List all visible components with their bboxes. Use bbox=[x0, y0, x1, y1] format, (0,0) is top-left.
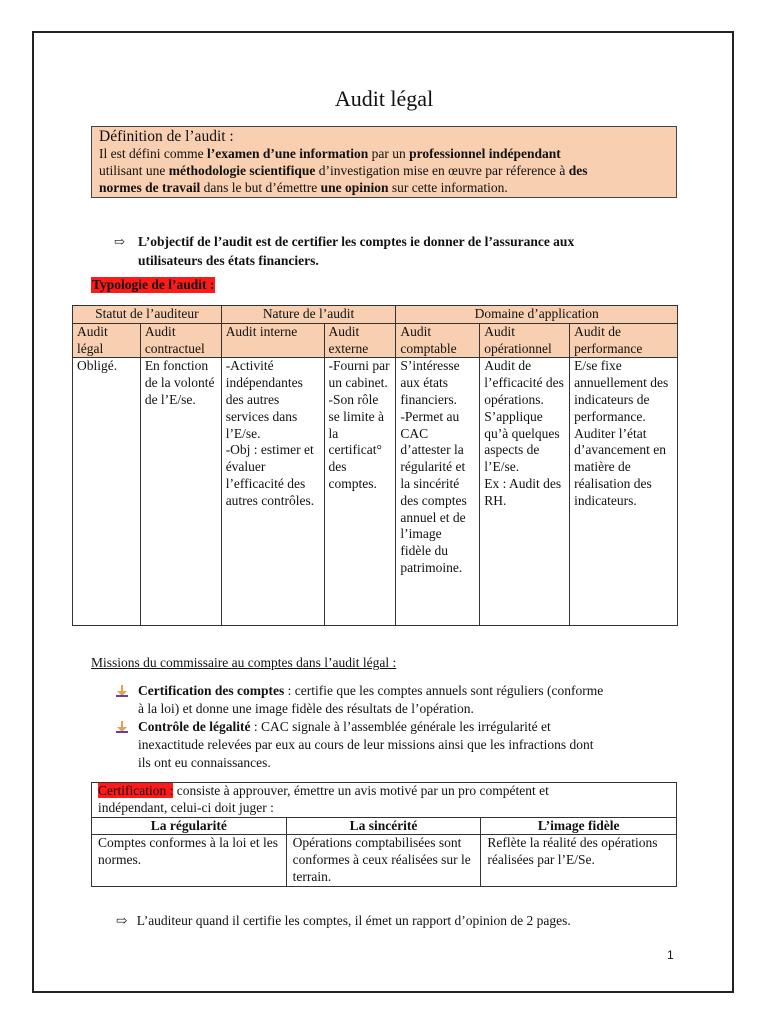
objective-line-2: utilisateurs des états financiers. bbox=[138, 253, 319, 268]
table-cell: S’intéresse aux états financiers. -Permet au CAC d’attester la régularité et la sincérité des comptes annuel et de l’image fidèle du patrimoine. bbox=[396, 358, 480, 626]
column-header: La régularité bbox=[92, 817, 287, 835]
subheader-cell: Audit légal bbox=[73, 323, 141, 358]
arrow-icon: ⇨ bbox=[116, 913, 128, 928]
table-cell: E/se fixe annuellement des indicateurs de performance. Auditer l’état d’avancement en matière de réalisation des indicateurs. bbox=[570, 358, 678, 626]
certification-label: Certification : bbox=[98, 783, 174, 798]
certification-header-row bbox=[92, 817, 677, 835]
final-note bbox=[116, 913, 571, 929]
group-header: Statut de l’auditeur bbox=[73, 306, 222, 324]
arrow-icon: ⇨ bbox=[114, 234, 125, 249]
column-header: La sincérité bbox=[286, 817, 481, 835]
bullet-arrow-icon bbox=[116, 721, 128, 733]
group-header: Domaine d’application bbox=[396, 306, 678, 324]
subheader-cell: Audit interne bbox=[221, 323, 324, 358]
mission-item-certification: Certification des comptes : certifie que les comptes annuels sont réguliers (conforme à la loi) et donne une image fidèle des résultats de l’opération. bbox=[116, 682, 680, 718]
mission-item-legalite: Contrôle de légalité : CAC signale à l’assemblée générale les irrégularité et inexactitude relevées par eux au cours de leur missions ainsi que les infractions dont ils ont eu connaissances. bbox=[116, 718, 680, 772]
page-title: Audit légal bbox=[334, 86, 434, 111]
subheader-cell: Audit opérationnel bbox=[480, 323, 570, 358]
final-note-text: L’auditeur quand il certifie les comptes, il émet un rapport d’opinion de 2 pages. bbox=[136, 913, 571, 928]
definition-line-1: Il est défini comme l’examen d’une information par un professionnel indépendant bbox=[99, 146, 561, 161]
column-header: L’image fidèle bbox=[481, 817, 677, 835]
table-cell: En fonction de la volonté de l’E/se. bbox=[140, 358, 221, 626]
table-cell: Obligé. bbox=[73, 358, 141, 626]
table-cell: Reflète la réalité des opérations réalisées par l’E/Se. bbox=[481, 835, 677, 886]
table-cell: Comptes conformes à la loi et les normes. bbox=[92, 835, 287, 886]
table-cell: Audit de l’efficacité des opérations. S’applique qu’à quelques aspects de l’E/se. Ex : Audit des RH. bbox=[480, 358, 570, 626]
definition-heading: Définition de l’audit : bbox=[99, 128, 234, 145]
subheader-cell: Audit comptable bbox=[396, 323, 480, 358]
certification-content-row bbox=[92, 835, 677, 886]
table-cell: -Fourni par un cabinet. -Son rôle se limite à la certificat° des comptes. bbox=[324, 358, 396, 626]
typology-subheader-row bbox=[73, 323, 678, 358]
missions-heading: Missions du commissaire au comptes dans l’audit légal : bbox=[91, 655, 397, 670]
certification-intro-row bbox=[92, 783, 677, 818]
certification-intro: Certification : consiste à approuver, émettre un avis motivé par un pro compétent et indépendant, celui-ci doit juger : bbox=[92, 783, 677, 818]
bullet-arrow-icon bbox=[116, 685, 128, 697]
table-cell: Opérations comptabilisées sont conformes à ceux réalisées sur le terrain. bbox=[286, 835, 481, 886]
table-cell: -Activité indépendantes des autres services dans l’E/se. -Obj : estimer et évaluer l’efficacité des autres contrôles. bbox=[221, 358, 324, 626]
typology-table bbox=[72, 305, 678, 626]
subheader-cell: Audit de performance bbox=[570, 323, 678, 358]
typology-content-row bbox=[73, 358, 678, 626]
definition-box bbox=[91, 126, 677, 198]
subheader-cell: Audit contractuel bbox=[140, 323, 221, 358]
definition-line-3: normes de travail dans le but d’émettre une opinion sur cette information. bbox=[99, 180, 508, 195]
group-header: Nature de l’audit bbox=[221, 306, 396, 324]
objective-statement bbox=[116, 232, 676, 270]
typology-group-row bbox=[73, 306, 678, 324]
objective-line-1: L’objectif de l’audit est de certifier les comptes ie donner de l’assurance aux bbox=[138, 234, 575, 249]
certification-table bbox=[91, 782, 677, 887]
page-number: 1 bbox=[667, 948, 674, 962]
definition-line-2: utilisant une méthodologie scientifique d’investigation mise en œuvre par réference à des bbox=[99, 163, 588, 178]
subheader-cell: Audit externe bbox=[324, 323, 396, 358]
typologie-label: Typologie de l’audit : bbox=[92, 277, 215, 292]
